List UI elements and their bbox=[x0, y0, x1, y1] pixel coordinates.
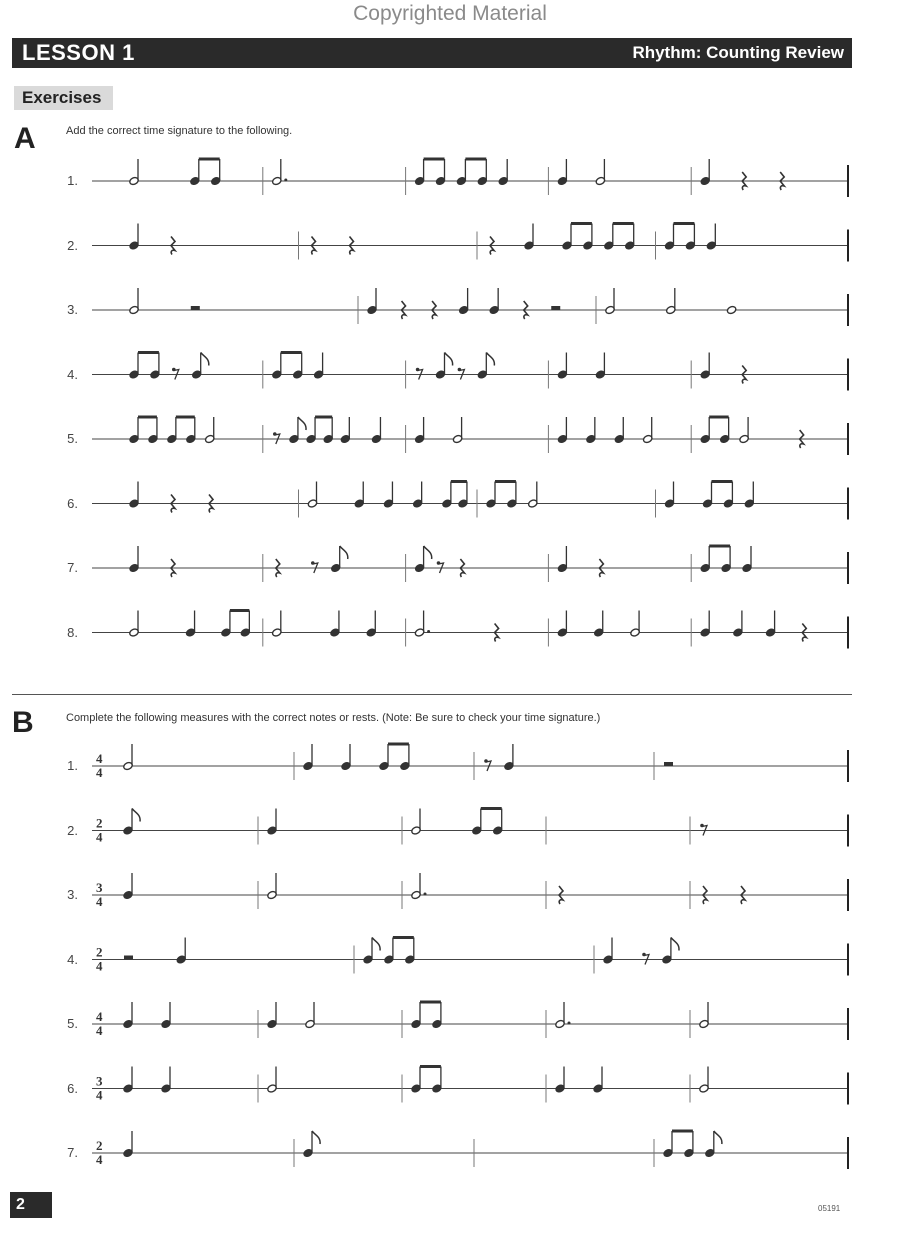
dot bbox=[424, 893, 427, 896]
eighth-flag bbox=[201, 353, 209, 366]
section-b-row-number: 3. bbox=[67, 887, 78, 902]
time-signature-top: 3 bbox=[96, 1073, 103, 1089]
section-b-row-number: 4. bbox=[67, 951, 78, 967]
section-a-row-number: 7. bbox=[67, 560, 78, 575]
lesson-topic: Rhythm: Counting Review bbox=[632, 43, 844, 62]
section-b-letter: B bbox=[12, 706, 34, 739]
section-b-instruction: Complete the following measures with the correct notes or rests. (Note: Be sure to check your time signature.) bbox=[66, 712, 601, 724]
section-b-row-number: 1. bbox=[67, 758, 78, 773]
exercises-heading: Exercises bbox=[14, 86, 113, 110]
section-b-row-number: 7. bbox=[67, 1145, 78, 1160]
half-rest bbox=[191, 306, 200, 310]
time-signature-bottom: 4 bbox=[96, 1152, 103, 1167]
time-signature-bottom: 4 bbox=[96, 894, 103, 909]
section-a-row-number: 8. bbox=[67, 624, 78, 640]
eighth-rest bbox=[311, 561, 318, 573]
time-signature-top: 2 bbox=[96, 1138, 103, 1153]
section-a-instruction: Add the correct time signature to the following. bbox=[66, 125, 293, 137]
section-a-row-number: 5. bbox=[67, 431, 78, 446]
time-signature-bottom: 4 bbox=[96, 829, 103, 845]
eighth-flag bbox=[372, 938, 380, 951]
eighth-flag bbox=[486, 353, 494, 366]
dot bbox=[284, 179, 287, 182]
eighth-flag bbox=[298, 417, 306, 430]
eighth-rest bbox=[458, 368, 465, 380]
section-b-row-number: 6. bbox=[67, 1080, 78, 1096]
dot bbox=[427, 630, 430, 633]
eighth-flag bbox=[445, 353, 453, 366]
catalog-code: 05191 bbox=[818, 1204, 841, 1213]
section-a-row-number: 4. bbox=[67, 366, 78, 382]
time-signature-bottom: 4 bbox=[96, 1023, 103, 1038]
time-signature-top: 3 bbox=[96, 880, 103, 895]
section-b-row-number: 2. bbox=[67, 822, 78, 838]
dot bbox=[568, 1022, 571, 1025]
time-signature-top: 4 bbox=[96, 751, 103, 766]
section-a-row-number: 6. bbox=[67, 495, 78, 511]
eighth-rest bbox=[416, 368, 423, 380]
time-signature-bottom: 4 bbox=[96, 1087, 103, 1103]
whole-note bbox=[726, 305, 737, 315]
time-signature-top: 2 bbox=[96, 815, 103, 831]
section-b-row-number: 5. bbox=[67, 1016, 78, 1031]
section-a-row-number: 2. bbox=[67, 237, 78, 253]
half-rest bbox=[124, 956, 133, 960]
time-signature-top: 2 bbox=[96, 944, 103, 960]
time-signature-bottom: 4 bbox=[96, 765, 103, 780]
lesson-title: LESSON 1 bbox=[22, 40, 135, 65]
page-number: 2 bbox=[10, 1192, 52, 1218]
eighth-rest bbox=[273, 432, 280, 444]
section-a-letter: A bbox=[14, 122, 36, 155]
eighth-flag bbox=[714, 1131, 722, 1144]
eighth-rest bbox=[642, 953, 649, 965]
section-a-row-number: 3. bbox=[67, 302, 78, 317]
eighth-rest bbox=[172, 368, 179, 380]
eighth-flag bbox=[671, 938, 679, 951]
time-signature-bottom: 4 bbox=[96, 958, 103, 974]
half-rest bbox=[551, 306, 560, 310]
eighth-flag bbox=[132, 809, 140, 822]
eighth-rest bbox=[700, 824, 707, 836]
eighth-flag bbox=[424, 546, 432, 559]
copyright-watermark: Copyrighted Material bbox=[353, 2, 547, 25]
half-rest bbox=[664, 762, 673, 766]
section-a-row-number: 1. bbox=[67, 173, 78, 188]
eighth-flag bbox=[312, 1131, 320, 1144]
eighth-rest bbox=[437, 561, 444, 573]
time-signature-top: 4 bbox=[96, 1009, 103, 1024]
eighth-flag bbox=[340, 546, 348, 559]
eighth-rest bbox=[484, 759, 491, 771]
